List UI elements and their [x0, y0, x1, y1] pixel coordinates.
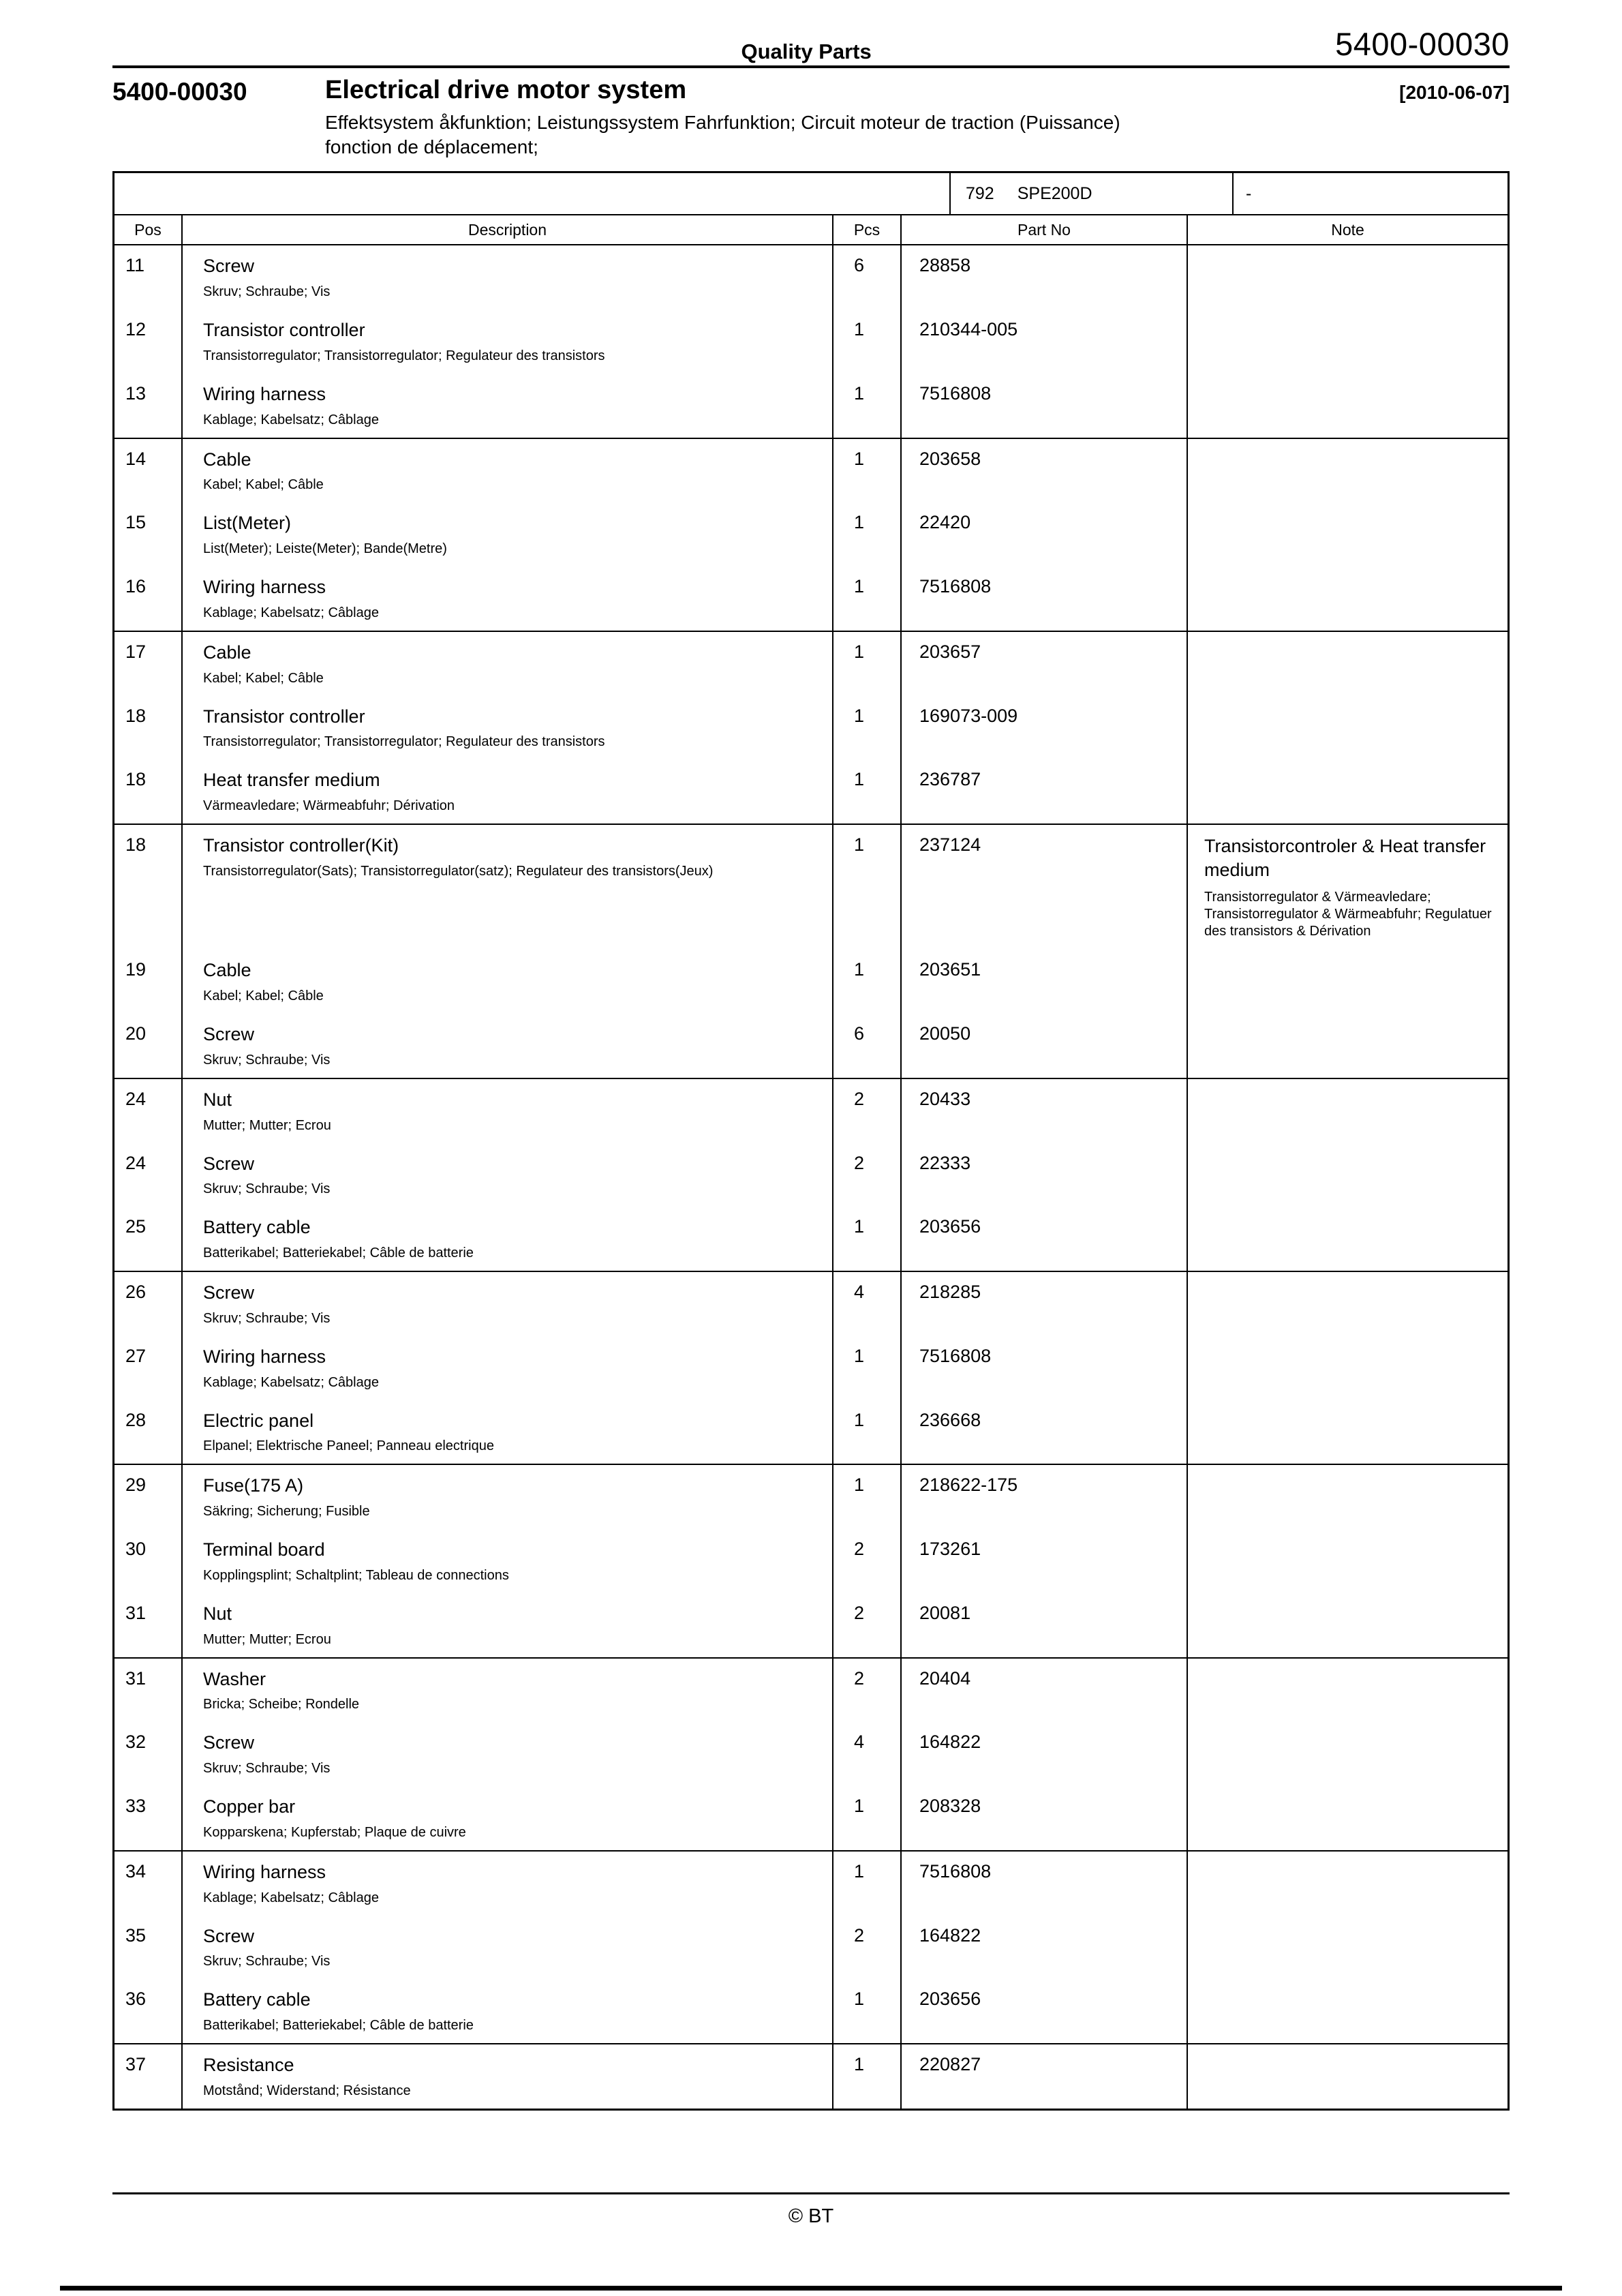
pos-cell: 36 [114, 1979, 183, 2043]
note-cell [1188, 1207, 1508, 1271]
pcs-cell: 1 [833, 1207, 902, 1271]
pcs-cell: 1 [833, 2044, 902, 2109]
pcs-cell: 2 [833, 1916, 902, 1980]
description-main: Transistor controller(Kit) [203, 835, 399, 856]
description-translations: Kabel; Kabel; Câble [203, 670, 324, 686]
description-cell [183, 309, 833, 374]
title-block [112, 76, 1510, 159]
note-main: Transistorcontroler & Heat transfer medium [1204, 836, 1486, 881]
description-main: Wiring harness [203, 383, 326, 404]
note-cell [1188, 1465, 1508, 1529]
description-translations: Mutter; Mutter; Ecrou [203, 1117, 331, 1133]
parts-table [112, 171, 1510, 2110]
description-cell [183, 1529, 833, 1593]
subtitle [325, 110, 1347, 160]
table-row [114, 825, 1508, 950]
part-no-cell: 236787 [902, 759, 1188, 824]
description-main: Wiring harness [203, 577, 326, 598]
pcs-cell: 4 [833, 1272, 902, 1336]
note-cell [1188, 309, 1508, 374]
description-main: Nut [203, 1603, 232, 1624]
table-row [114, 1852, 1508, 1916]
pcs-cell: 6 [833, 1014, 902, 1078]
part-no-cell: 7516808 [902, 567, 1188, 631]
description-main: Cable [203, 641, 251, 663]
description-cell [183, 1852, 833, 1916]
part-no-cell: 7516808 [902, 374, 1188, 438]
pos-cell: 19 [114, 950, 183, 1014]
pos-cell: 37 [114, 2044, 183, 2109]
band-model-name: SPE200D [1017, 183, 1092, 203]
table-group [114, 631, 1508, 824]
pos-cell: 32 [114, 1722, 183, 1786]
pos-cell: 27 [114, 1336, 183, 1400]
pos-cell: 18 [114, 759, 183, 824]
page-title: Electrical drive motor system [325, 76, 687, 104]
header-doc-number: 5400-00030 [1335, 26, 1510, 62]
table-row [114, 632, 1508, 696]
part-no-cell: 20404 [902, 1659, 1188, 1723]
description-main: Fuse(175 A) [203, 1475, 304, 1496]
note-cell [1188, 245, 1508, 309]
part-no-cell: 173261 [902, 1529, 1188, 1593]
description-translations: Skruv; Schraube; Vis [203, 1181, 331, 1197]
description-translations: Transistorregulator(Sats); Transistorregulator(satz); Regulateur des transistors(Jeux) [203, 863, 714, 879]
note-cell [1188, 1659, 1508, 1723]
table-group [114, 1657, 1508, 1850]
description-cell [183, 567, 833, 631]
title-date: [2010-06-07] [1399, 82, 1510, 103]
pcs-cell: 2 [833, 1659, 902, 1723]
pos-cell: 30 [114, 1529, 183, 1593]
pcs-cell: 1 [833, 439, 902, 503]
table-row [114, 374, 1508, 438]
description-cell [183, 1207, 833, 1271]
page-header [112, 0, 1510, 65]
pos-cell: 13 [114, 374, 183, 438]
table-row [114, 1336, 1508, 1400]
table-row [114, 1916, 1508, 1980]
note-cell [1188, 567, 1508, 631]
pcs-cell: 1 [833, 502, 902, 567]
note-cell [1188, 1786, 1508, 1850]
description-translations: Kabel; Kabel; Câble [203, 477, 324, 493]
description-translations: Skruv; Schraube; Vis [203, 1310, 331, 1326]
description-main: List(Meter) [203, 513, 292, 534]
column-header-note: Note [1331, 220, 1364, 239]
part-no-cell: 237124 [902, 825, 1188, 950]
description-translations: Kablage; Kabelsatz; Câblage [203, 1890, 379, 1905]
description-main: Wiring harness [203, 1346, 326, 1367]
note-cell [1188, 1336, 1508, 1400]
description-cell [183, 502, 833, 567]
header-rule [112, 65, 1510, 68]
table-band [114, 173, 1508, 215]
pos-cell: 31 [114, 1593, 183, 1657]
description-translations: Mutter; Mutter; Ecrou [203, 1631, 331, 1647]
pos-cell: 34 [114, 1852, 183, 1916]
description-main: Nut [203, 1089, 232, 1110]
part-no-cell: 208328 [902, 1786, 1188, 1850]
pcs-cell: 2 [833, 1143, 902, 1207]
table-row [114, 1659, 1508, 1723]
note-cell [1188, 1400, 1508, 1464]
table-row [114, 245, 1508, 309]
table-row [114, 1529, 1508, 1593]
part-no-cell: 203658 [902, 439, 1188, 503]
description-main: Transistor controller [203, 320, 365, 341]
table-row [114, 1786, 1508, 1850]
part-no-cell: 22420 [902, 502, 1188, 567]
description-cell [183, 825, 833, 950]
part-no-cell: 220827 [902, 2044, 1188, 2109]
pcs-cell: 1 [833, 696, 902, 760]
note-cell [1188, 1979, 1508, 2043]
description-main: Wiring harness [203, 1861, 326, 1882]
pos-cell: 26 [114, 1272, 183, 1336]
pcs-cell: 1 [833, 950, 902, 1014]
band-model-code: 792 [966, 183, 994, 203]
description-main: Screw [203, 256, 255, 277]
description-cell [183, 696, 833, 760]
description-main: Electric panel [203, 1410, 314, 1431]
part-no-cell: 203656 [902, 1979, 1188, 2043]
table-row [114, 502, 1508, 567]
description-cell [183, 1143, 833, 1207]
pos-cell: 25 [114, 1207, 183, 1271]
pcs-cell: 1 [833, 825, 902, 950]
description-cell [183, 1079, 833, 1143]
description-translations: Batterikabel; Batteriekabel; Câble de batterie [203, 2018, 474, 2034]
pcs-cell: 6 [833, 245, 902, 309]
column-header-row [114, 215, 1508, 245]
description-cell [183, 1916, 833, 1980]
copyright: © BT [788, 2205, 834, 2227]
footer-rule [112, 2192, 1510, 2194]
table-row [114, 1593, 1508, 1657]
pos-cell: 24 [114, 1143, 183, 1207]
part-no-cell: 203656 [902, 1207, 1188, 1271]
table-row [114, 1465, 1508, 1529]
table-row [114, 1722, 1508, 1786]
part-no-cell: 7516808 [902, 1336, 1188, 1400]
pos-cell: 20 [114, 1014, 183, 1078]
description-cell [183, 1272, 833, 1336]
pcs-cell: 1 [833, 1336, 902, 1400]
description-cell [183, 2044, 833, 2109]
description-cell [183, 759, 833, 824]
description-main: Screw [203, 1282, 255, 1303]
description-main: Cable [203, 960, 251, 981]
pcs-cell: 1 [833, 1979, 902, 2043]
table-row [114, 2044, 1508, 2109]
table-row [114, 309, 1508, 374]
description-cell [183, 1979, 833, 2043]
pcs-cell: 1 [833, 374, 902, 438]
pcs-cell: 1 [833, 309, 902, 374]
part-no-cell: 20050 [902, 1014, 1188, 1078]
part-no-cell: 7516808 [902, 1852, 1188, 1916]
table-group [114, 438, 1508, 631]
pos-cell: 18 [114, 696, 183, 760]
description-cell [183, 245, 833, 309]
part-no-cell: 203651 [902, 950, 1188, 1014]
description-main: Battery cable [203, 1217, 311, 1238]
page-footer [112, 2192, 1510, 2228]
table-row [114, 1207, 1508, 1271]
subtitle-line-1: Effektsystem åkfunktion; Leistungssystem Fahrfunktion; Circuit moteur de traction (Puissance) [325, 111, 1120, 133]
table-row [114, 1014, 1508, 1078]
note-cell [1188, 1852, 1508, 1916]
note-cell [1188, 2044, 1508, 2109]
description-translations: Batterikabel; Batteriekabel; Câble de batterie [203, 1245, 474, 1261]
pos-cell: 11 [114, 245, 183, 309]
part-no-cell: 236668 [902, 1400, 1188, 1464]
pos-cell: 31 [114, 1659, 183, 1723]
pos-cell: 14 [114, 439, 183, 503]
description-cell [183, 1593, 833, 1657]
description-cell [183, 1786, 833, 1850]
description-main: Copper bar [203, 1796, 296, 1817]
pcs-cell: 2 [833, 1079, 902, 1143]
band-empty-cell [114, 173, 949, 214]
part-no-cell: 164822 [902, 1722, 1188, 1786]
pcs-cell: 1 [833, 632, 902, 696]
column-header-pos: Pos [114, 215, 183, 244]
title-main [325, 76, 1347, 159]
note-cell [1188, 632, 1508, 696]
description-cell [183, 439, 833, 503]
description-cell [183, 1400, 833, 1464]
pos-cell: 18 [114, 825, 183, 950]
part-no-cell: 169073-009 [902, 696, 1188, 760]
description-main: Cable [203, 449, 251, 470]
pcs-cell: 1 [833, 1465, 902, 1529]
note-cell [1188, 1593, 1508, 1657]
page-bottom-scan-line [60, 2286, 1562, 2291]
pcs-cell: 1 [833, 1852, 902, 1916]
part-no-cell: 28858 [902, 245, 1188, 309]
pos-cell: 28 [114, 1400, 183, 1464]
part-no-cell: 20081 [902, 1593, 1188, 1657]
description-cell [183, 1336, 833, 1400]
note-cell [1188, 1916, 1508, 1980]
note-cell [1188, 1079, 1508, 1143]
description-translations: List(Meter); Leiste(Meter); Bande(Metre) [203, 541, 447, 557]
part-no-cell: 203657 [902, 632, 1188, 696]
table-row [114, 759, 1508, 824]
description-main: Transistor controller [203, 706, 365, 727]
table-group [114, 1850, 1508, 2043]
pos-cell: 24 [114, 1079, 183, 1143]
description-cell [183, 632, 833, 696]
description-translations: Skruv; Schraube; Vis [203, 284, 331, 300]
pcs-cell: 1 [833, 1400, 902, 1464]
description-translations: Bricka; Scheibe; Rondelle [203, 1697, 360, 1712]
description-translations: Skruv; Schraube; Vis [203, 1954, 331, 1969]
table-group [114, 824, 1508, 1078]
part-no-cell: 218285 [902, 1272, 1188, 1336]
table-row [114, 1979, 1508, 2043]
pos-cell: 12 [114, 309, 183, 374]
note-cell [1188, 1529, 1508, 1593]
note-cell [1188, 825, 1508, 950]
column-header-pcs: Pcs [833, 215, 902, 244]
part-no-cell: 218622-175 [902, 1465, 1188, 1529]
pos-cell: 35 [114, 1916, 183, 1980]
description-main: Battery cable [203, 1989, 311, 2010]
table-group [114, 1078, 1508, 1271]
description-translations: Kablage; Kabelsatz; Câblage [203, 605, 379, 620]
description-main: Screw [203, 1925, 255, 1946]
table-row [114, 950, 1508, 1014]
table-group [114, 1464, 1508, 1657]
pcs-cell: 2 [833, 1593, 902, 1657]
note-cell [1188, 374, 1508, 438]
band-variant-cell [1232, 173, 1508, 214]
table-group [114, 245, 1508, 437]
part-no-cell: 20433 [902, 1079, 1188, 1143]
table-row [114, 1079, 1508, 1143]
description-main: Washer [203, 1668, 266, 1689]
table-row [114, 1272, 1508, 1336]
note-cell [1188, 1143, 1508, 1207]
pos-cell: 16 [114, 567, 183, 631]
description-translations: Kabel; Kabel; Câble [203, 988, 324, 1004]
part-no-cell: 164822 [902, 1916, 1188, 1980]
pos-cell: 17 [114, 632, 183, 696]
description-main: Screw [203, 1024, 255, 1045]
pcs-cell: 1 [833, 1786, 902, 1850]
description-main: Terminal board [203, 1539, 325, 1560]
band-variant: - [1246, 183, 1252, 203]
description-cell [183, 1014, 833, 1078]
header-center-label: Quality Parts [741, 40, 872, 63]
description-main: Screw [203, 1153, 255, 1174]
table-row [114, 696, 1508, 760]
description-translations: Kablage; Kabelsatz; Câblage [203, 412, 379, 427]
description-translations: Elpanel; Elektrische Paneel; Panneau electrique [203, 1438, 494, 1454]
note-translations: Transistorregulator & Värmeavledare; Transistorregulator & Wärmeabfuhr; Regulatuer des transistors & Dérivation [1204, 890, 1492, 939]
description-translations: Kopparskena; Kupferstab; Plaque de cuivre [203, 1824, 466, 1840]
note-cell [1188, 1014, 1508, 1078]
description-translations: Kablage; Kabelsatz; Câblage [203, 1374, 379, 1390]
pos-cell: 33 [114, 1786, 183, 1850]
description-cell [183, 374, 833, 438]
part-no-cell: 210344-005 [902, 309, 1188, 374]
note-cell [1188, 502, 1508, 567]
note-cell [1188, 950, 1508, 1014]
column-header-description: Description [183, 215, 833, 244]
description-translations: Motstånd; Widerstand; Résistance [203, 2083, 411, 2098]
subtitle-line-2: fonction de déplacement; [325, 136, 538, 157]
table-group [114, 1271, 1508, 1464]
band-model-cell [949, 173, 1232, 214]
note-cell [1188, 759, 1508, 824]
note-cell [1188, 1272, 1508, 1336]
description-translations: Värmeavledare; Wärmeabfuhr; Dérivation [203, 798, 455, 814]
table-body [114, 245, 1508, 2108]
pcs-cell: 1 [833, 759, 902, 824]
note-cell [1188, 439, 1508, 503]
description-cell [183, 1659, 833, 1723]
description-main: Screw [203, 1732, 255, 1753]
description-cell [183, 1465, 833, 1529]
pos-cell: 29 [114, 1465, 183, 1529]
pos-cell: 15 [114, 502, 183, 567]
description-main: Resistance [203, 2055, 294, 2076]
description-translations: Säkring; Sicherung; Fusible [203, 1504, 370, 1520]
table-row [114, 439, 1508, 503]
column-header-part-no: Part No [902, 215, 1188, 244]
description-cell [183, 950, 833, 1014]
note-cell [1188, 696, 1508, 760]
description-main: Heat transfer medium [203, 770, 380, 791]
description-translations: Transistorregulator; Transistorregulator; Regulateur des transistors [203, 348, 605, 363]
note-cell [1188, 1722, 1508, 1786]
title-code: 5400-00030 [112, 78, 247, 106]
description-translations: Skruv; Schraube; Vis [203, 1052, 331, 1068]
description-translations: Skruv; Schraube; Vis [203, 1761, 331, 1777]
table-row [114, 1143, 1508, 1207]
pcs-cell: 2 [833, 1529, 902, 1593]
table-row [114, 1400, 1508, 1464]
table-group [114, 2043, 1508, 2109]
pcs-cell: 1 [833, 567, 902, 631]
pcs-cell: 4 [833, 1722, 902, 1786]
part-no-cell: 22333 [902, 1143, 1188, 1207]
description-cell [183, 1722, 833, 1786]
description-translations: Transistorregulator; Transistorregulator; Regulateur des transistors [203, 734, 605, 750]
table-row [114, 567, 1508, 631]
description-translations: Kopplingsplint; Schaltplint; Tableau de connections [203, 1567, 509, 1583]
